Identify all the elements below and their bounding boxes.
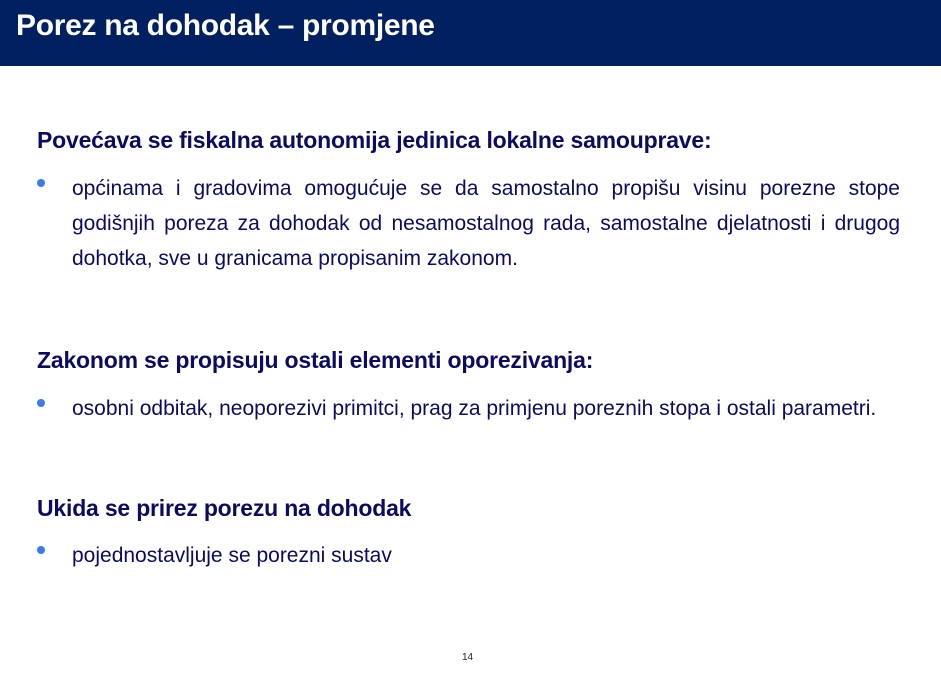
section-heading: Povećava se fiskalna autonomija jedinica lokalne samouprave: — [37, 127, 712, 153]
bullet-icon — [37, 546, 45, 554]
title-bar — [0, 0, 941, 66]
slide-title: Porez na dohodak – promjene — [16, 9, 435, 42]
bullet-item — [37, 538, 900, 573]
bullet-text: pojednostavljuje se porezni sustav — [72, 544, 392, 567]
page-number: 14 — [462, 652, 474, 663]
bullet-text: općinama i gradovima omogućuje se da samostalno propišu visinu porezne stope godišnjih poreza za dohodak od nesamostalnog rada, samostalne djelatnosti i drugog dohotka, sve u granicama propisanim zakonom. — [72, 177, 900, 270]
bullet-icon — [37, 399, 45, 407]
section-heading: Ukida se prirez porezu na dohodak — [37, 495, 412, 521]
bullet-text: osobni odbitak, neoporezivi primitci, prag za primjenu poreznih stopa i ostali parametri. — [72, 397, 877, 420]
section-heading: Zakonom se propisuju ostali elementi oporezivanja: — [37, 347, 594, 373]
bullet-item — [37, 391, 900, 426]
bullet-icon — [37, 179, 45, 187]
bullet-item — [37, 171, 900, 276]
